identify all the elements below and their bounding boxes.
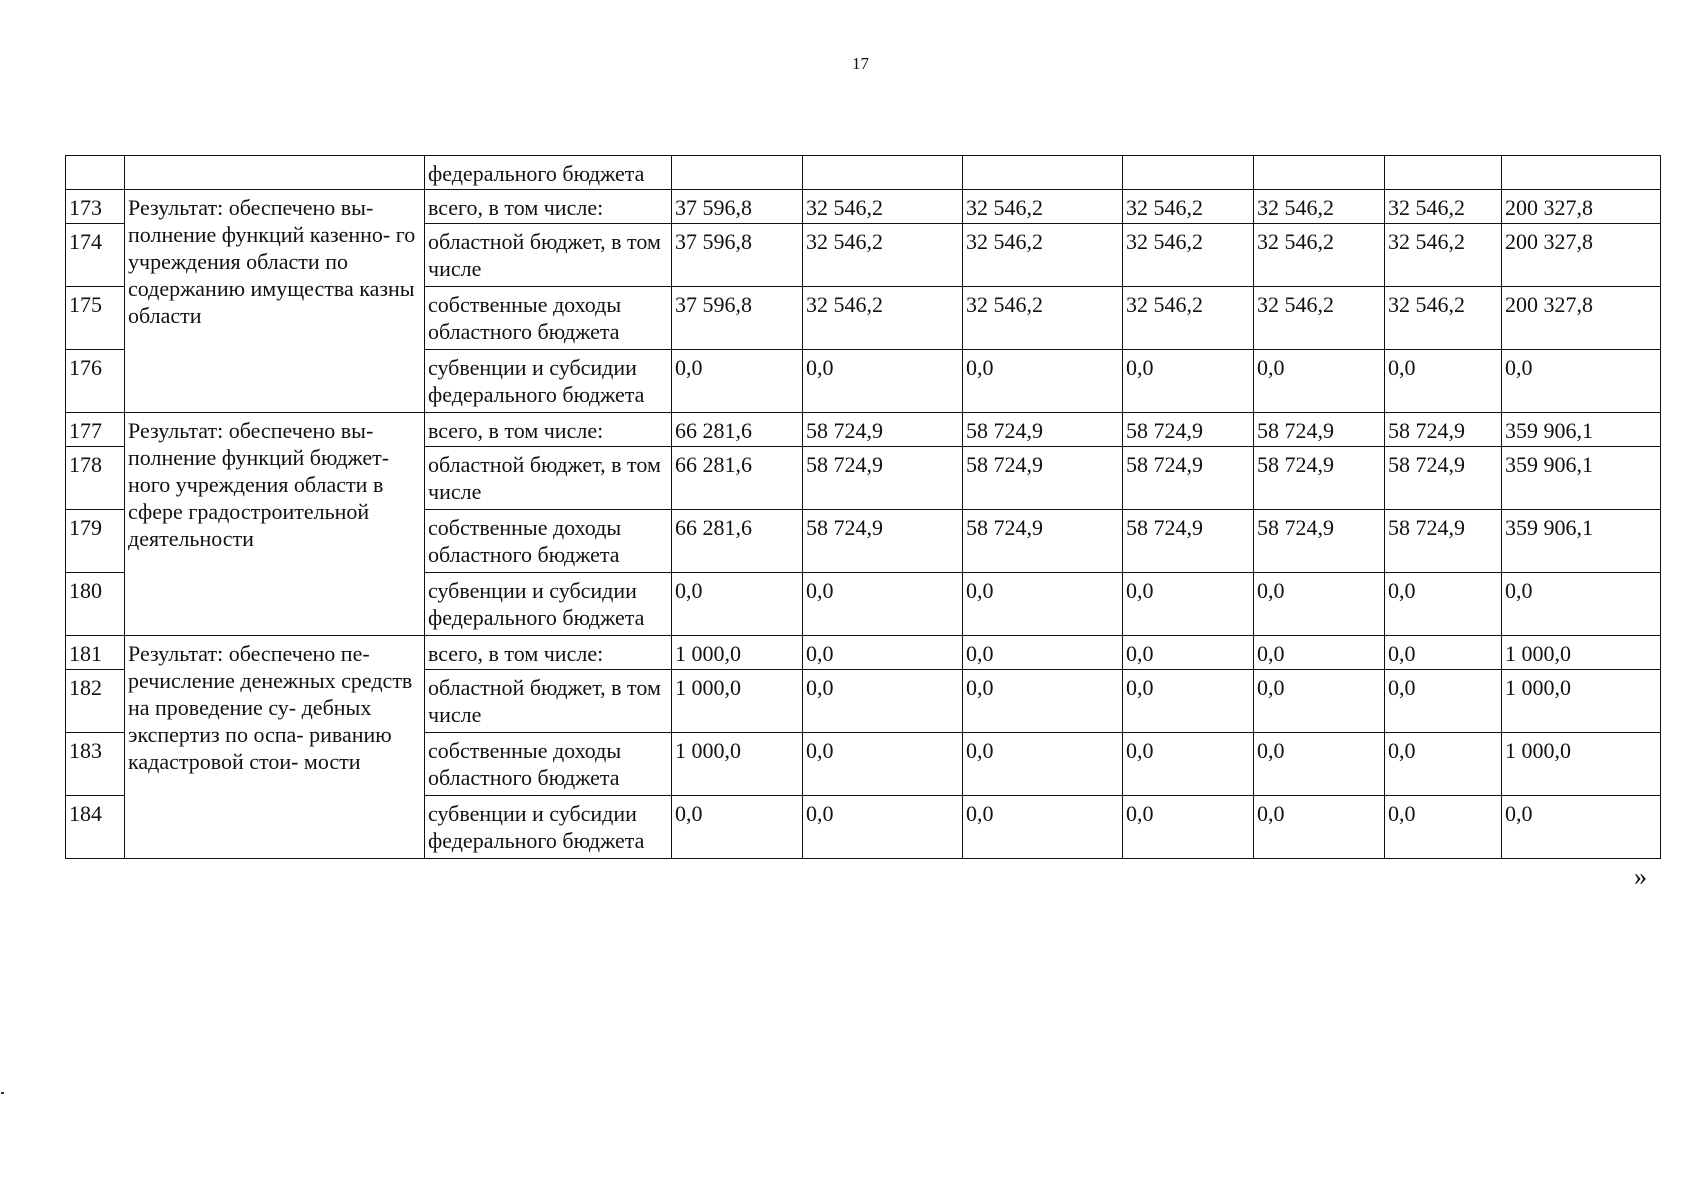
- funding-source-label: собственные доходы областного бюджета: [425, 733, 672, 796]
- value-cell: 58 724,9: [1254, 510, 1385, 573]
- value-cell: 0,0: [1385, 636, 1502, 670]
- funding-source-label: всего, в том числе:: [425, 636, 672, 670]
- table-row-continued: [66, 156, 1661, 190]
- funding-source-label: субвенции и субсидии федерального бюджета: [425, 796, 672, 859]
- value-cell: 37 596,8: [672, 287, 803, 350]
- value-cell: 0,0: [963, 796, 1123, 859]
- value-cell: 32 546,2: [963, 224, 1123, 287]
- row-number-cell: 178: [66, 447, 125, 510]
- value-cell: 0,0: [1123, 573, 1254, 636]
- value-cell: 0,0: [1385, 573, 1502, 636]
- value-cell: 32 546,2: [1385, 224, 1502, 287]
- value-cell: 66 281,6: [672, 413, 803, 447]
- total-value-cell: 200 327,8: [1502, 224, 1661, 287]
- value-cell: 58 724,9: [1123, 510, 1254, 573]
- value-cell: 0,0: [1254, 733, 1385, 796]
- value-cell: 0,0: [1123, 350, 1254, 413]
- value-cell: 0,0: [1385, 796, 1502, 859]
- value-cell: 58 724,9: [1385, 413, 1502, 447]
- value-cell: 32 546,2: [803, 287, 963, 350]
- value-cell: 32 546,2: [963, 190, 1123, 224]
- table-body: [66, 156, 1661, 859]
- value-cell: 32 546,2: [1123, 287, 1254, 350]
- value-cell: 58 724,9: [1254, 413, 1385, 447]
- value-cell: 32 546,2: [803, 224, 963, 287]
- funding-source-label: федерального бюджета: [425, 156, 672, 190]
- scan-artifact: [1, 1092, 4, 1094]
- funding-source-label: собственные доходы областного бюджета: [425, 287, 672, 350]
- value-cell: [963, 156, 1123, 190]
- funding-source-label: собственные доходы областного бюджета: [425, 510, 672, 573]
- value-cell: 0,0: [672, 573, 803, 636]
- value-cell: 0,0: [803, 573, 963, 636]
- value-cell: 0,0: [1123, 636, 1254, 670]
- value-cell: 0,0: [672, 350, 803, 413]
- value-cell: 66 281,6: [672, 510, 803, 573]
- total-value-cell: 1 000,0: [1502, 733, 1661, 796]
- value-cell: 58 724,9: [803, 510, 963, 573]
- row-number-cell: [66, 156, 125, 190]
- value-cell: 58 724,9: [1385, 447, 1502, 510]
- value-cell: 1 000,0: [672, 636, 803, 670]
- total-value-cell: 0,0: [1502, 796, 1661, 859]
- value-cell: 0,0: [803, 636, 963, 670]
- budget-table: [65, 155, 1661, 859]
- value-cell: 32 546,2: [1385, 190, 1502, 224]
- value-cell: 0,0: [1123, 733, 1254, 796]
- total-value-cell: 200 327,8: [1502, 190, 1661, 224]
- row-number-cell: 174: [66, 224, 125, 287]
- value-cell: 0,0: [963, 670, 1123, 733]
- value-cell: 32 546,2: [803, 190, 963, 224]
- value-cell: 0,0: [1385, 733, 1502, 796]
- value-cell: [1502, 156, 1661, 190]
- table-row: [66, 190, 1661, 224]
- value-cell: 37 596,8: [672, 190, 803, 224]
- value-cell: 58 724,9: [803, 447, 963, 510]
- value-cell: 58 724,9: [1254, 447, 1385, 510]
- result-description-cell: Результат: обеспечено вы- полнение функций бюджет- ного учреждения области в сфере градостроительной деятельности: [125, 413, 425, 636]
- total-value-cell: 0,0: [1502, 573, 1661, 636]
- value-cell: 0,0: [1385, 350, 1502, 413]
- value-cell: 0,0: [1254, 636, 1385, 670]
- value-cell: 0,0: [963, 733, 1123, 796]
- table-row: [66, 636, 1661, 670]
- row-number-cell: 175: [66, 287, 125, 350]
- row-number-cell: 176: [66, 350, 125, 413]
- value-cell: 32 546,2: [1254, 287, 1385, 350]
- value-cell: 0,0: [963, 573, 1123, 636]
- result-description-cell: Результат: обеспечено вы- полнение функций казенно- го учреждения области по содержанию имущества казны области: [125, 190, 425, 413]
- row-number-cell: 180: [66, 573, 125, 636]
- funding-source-label: областной бюджет, в том числе: [425, 670, 672, 733]
- row-number-cell: 179: [66, 510, 125, 573]
- value-cell: 32 546,2: [963, 287, 1123, 350]
- row-number-cell: 181: [66, 636, 125, 670]
- row-number-cell: 173: [66, 190, 125, 224]
- value-cell: 32 546,2: [1385, 287, 1502, 350]
- value-cell: 58 724,9: [1385, 510, 1502, 573]
- funding-source-label: субвенции и субсидии федерального бюджета: [425, 573, 672, 636]
- row-number-cell: 183: [66, 733, 125, 796]
- value-cell: 0,0: [803, 796, 963, 859]
- value-cell: 58 724,9: [803, 413, 963, 447]
- value-cell: 1 000,0: [672, 733, 803, 796]
- value-cell: 0,0: [1254, 670, 1385, 733]
- value-cell: [1254, 156, 1385, 190]
- value-cell: 0,0: [1123, 670, 1254, 733]
- page-number: 17: [852, 54, 869, 73]
- value-cell: 0,0: [1254, 796, 1385, 859]
- funding-source-label: областной бюджет, в том числе: [425, 224, 672, 287]
- funding-source-label: областной бюджет, в том числе: [425, 447, 672, 510]
- row-number-cell: 177: [66, 413, 125, 447]
- value-cell: [672, 156, 803, 190]
- value-cell: 0,0: [672, 796, 803, 859]
- total-value-cell: 359 906,1: [1502, 413, 1661, 447]
- value-cell: 58 724,9: [963, 510, 1123, 573]
- value-cell: 37 596,8: [672, 224, 803, 287]
- value-cell: 0,0: [803, 670, 963, 733]
- value-cell: 58 724,9: [1123, 413, 1254, 447]
- funding-source-label: всего, в том числе:: [425, 190, 672, 224]
- total-value-cell: 359 906,1: [1502, 447, 1661, 510]
- value-cell: 32 546,2: [1123, 224, 1254, 287]
- table-row: [66, 413, 1661, 447]
- value-cell: 58 724,9: [963, 413, 1123, 447]
- total-value-cell: 200 327,8: [1502, 287, 1661, 350]
- row-number-cell: 182: [66, 670, 125, 733]
- value-cell: 32 546,2: [1123, 190, 1254, 224]
- value-cell: 0,0: [1385, 670, 1502, 733]
- result-cell: [125, 156, 425, 190]
- value-cell: 0,0: [803, 350, 963, 413]
- value-cell: 58 724,9: [963, 447, 1123, 510]
- total-value-cell: 0,0: [1502, 350, 1661, 413]
- value-cell: [1123, 156, 1254, 190]
- value-cell: 58 724,9: [1123, 447, 1254, 510]
- value-cell: 1 000,0: [672, 670, 803, 733]
- value-cell: [1385, 156, 1502, 190]
- value-cell: 66 281,6: [672, 447, 803, 510]
- total-value-cell: 1 000,0: [1502, 670, 1661, 733]
- value-cell: 0,0: [803, 733, 963, 796]
- value-cell: 32 546,2: [1254, 190, 1385, 224]
- value-cell: 0,0: [963, 350, 1123, 413]
- total-value-cell: 359 906,1: [1502, 510, 1661, 573]
- value-cell: [803, 156, 963, 190]
- funding-source-label: всего, в том числе:: [425, 413, 672, 447]
- row-number-cell: 184: [66, 796, 125, 859]
- value-cell: 0,0: [963, 636, 1123, 670]
- result-description-cell: Результат: обеспечено пе- речисление денежных средств на проведение су- дебных экспертиз по оспа- риванию кадастровой стои- мости: [125, 636, 425, 859]
- value-cell: 0,0: [1123, 796, 1254, 859]
- total-value-cell: 1 000,0: [1502, 636, 1661, 670]
- funding-source-label: субвенции и субсидии федерального бюджета: [425, 350, 672, 413]
- value-cell: 32 546,2: [1254, 224, 1385, 287]
- value-cell: 0,0: [1254, 350, 1385, 413]
- closing-quote-mark: »: [1634, 862, 1647, 891]
- value-cell: 0,0: [1254, 573, 1385, 636]
